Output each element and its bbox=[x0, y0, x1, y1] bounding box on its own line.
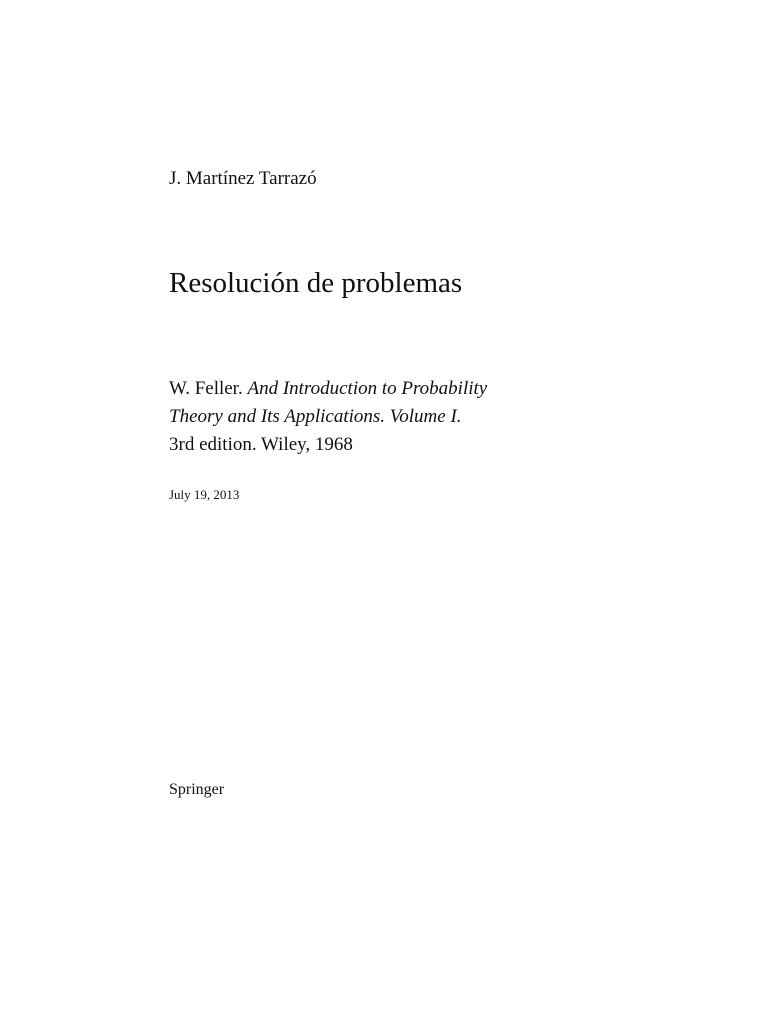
reference-edition: 3rd edition. Wiley, 1968 bbox=[169, 434, 353, 455]
document-date: July 19, 2013 bbox=[169, 487, 240, 502]
reference-line-2 bbox=[169, 403, 487, 431]
book-reference bbox=[169, 375, 487, 459]
author-name: J. Martínez Tarrazó bbox=[169, 168, 317, 189]
reference-author: W. Feller. bbox=[169, 378, 248, 399]
document-title: Resolución de problemas bbox=[169, 267, 463, 299]
reference-book-title-1: And Introduction to Probability bbox=[247, 378, 488, 399]
publisher-name: Springer bbox=[169, 781, 225, 798]
reference-line-1 bbox=[169, 375, 487, 403]
reference-book-title-2: Theory and Its Applications. Volume I. bbox=[169, 406, 462, 427]
